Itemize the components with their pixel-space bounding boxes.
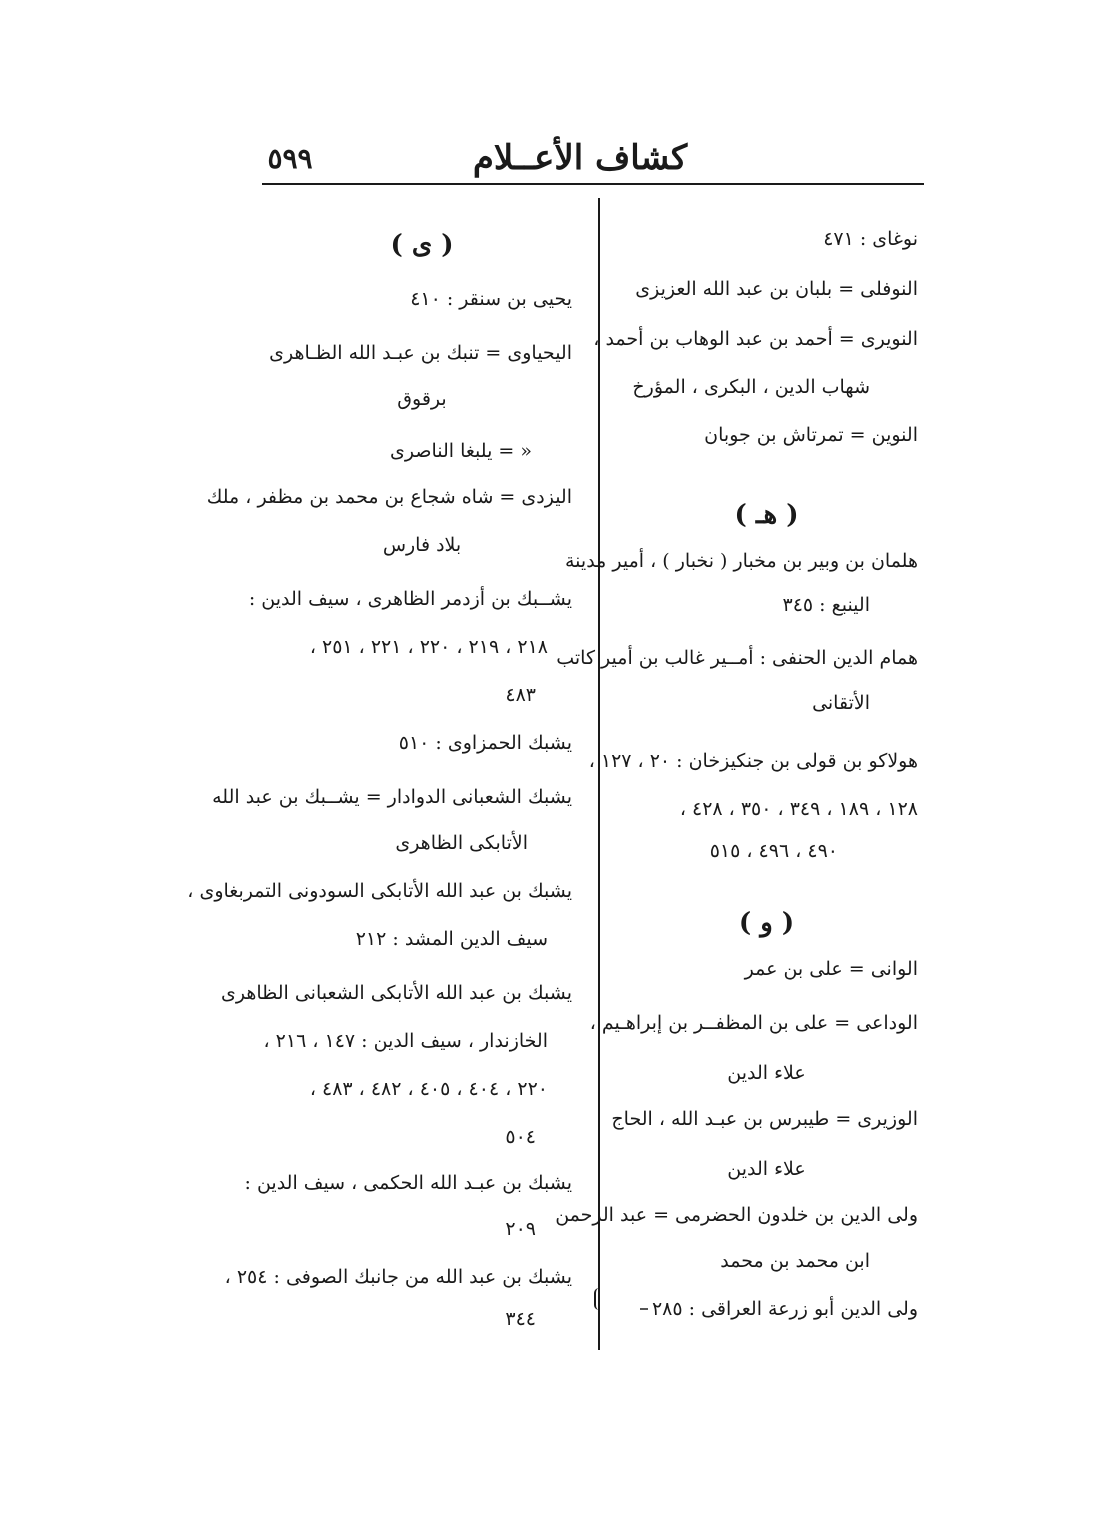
index-entry: نوغاى : ٤٧١ bbox=[823, 228, 918, 250]
index-entry: يشبك الشعبانى الدوادار = يشــبك بن عبد الله bbox=[212, 786, 572, 808]
index-entry: يشبك الحمزاوى : ٥١٠ bbox=[398, 732, 572, 754]
index-entry: الوانى = على بن عمر bbox=[744, 958, 918, 980]
index-entry: النويرى = أحمد بن عبد الوهاب بن أحمد ، bbox=[593, 328, 918, 350]
index-entry-continuation: ١٢٨ ، ١٨٩ ، ٣٤٩ ، ٣٥٠ ، ٤٢٨ ، bbox=[679, 798, 918, 820]
index-entry: يشبك بن عبد الله من جانبك الصوفى : ٢٥٤ ، bbox=[224, 1266, 572, 1288]
index-entry-continuation: ٢١٨ ، ٢١٩ ، ٢٢٠ ، ٢٢١ ، ٢٥١ ، bbox=[309, 636, 548, 658]
index-entry-continuation: الأتقانى bbox=[812, 692, 870, 714]
index-entry-continuation: علاء الدين bbox=[727, 1158, 806, 1180]
index-entry-continuation: ٤٨٣ bbox=[505, 684, 536, 706]
index-entry: يشــبك بن أزدمر الظاهرى ، سيف الدين : bbox=[248, 588, 572, 610]
index-entry-continuation: شهاب الدين ، البكرى ، المؤرخ bbox=[632, 376, 870, 398]
index-entry-continuation: ابن محمد بن محمد bbox=[720, 1250, 870, 1272]
section-heading-waw: ( و ) bbox=[738, 908, 795, 938]
index-entry-continuation: سيف الدين المشد : ٢١٢ bbox=[355, 928, 548, 950]
index-entry-continuation: بلاد فارس bbox=[382, 534, 462, 556]
section-heading-ya: ( ى ) bbox=[390, 230, 454, 260]
index-entry-continuation: الينبع : ٣٤٥ bbox=[782, 594, 870, 616]
index-column-left bbox=[187, 0, 572, 1530]
index-entry: النوفلى = بلبان بن عبد الله العزيزى bbox=[635, 278, 918, 300]
index-entry-continuation: برقوق bbox=[397, 388, 447, 410]
stray-mark bbox=[640, 1308, 648, 1310]
index-entry: الوزيرى = طيبرس بن عبـد الله ، الحاج bbox=[611, 1108, 918, 1130]
index-entry: الوداعى = على بن المظفــر بن إبراهـيم ، bbox=[589, 1012, 918, 1034]
index-entry: يشبك بن عبد الله الأتابكى السودونى التمربغاوى ، bbox=[187, 880, 572, 902]
index-entry-continuation: ٢٠٩ bbox=[505, 1218, 536, 1240]
index-entry-continuation: الأتابكى الظاهرى bbox=[395, 832, 528, 854]
index-entry-continuation: ٥٠٤ bbox=[505, 1126, 536, 1148]
index-entry: يشبك بن عبد الله الأتابكى الشعبانى الظاهرى bbox=[220, 982, 572, 1004]
index-entry: ولى الدين بن خلدون الحضرمى = عبد الرحمن bbox=[555, 1204, 918, 1226]
running-title: كشاف الأعــلام bbox=[472, 138, 688, 178]
index-entry: النوين = تمرتاش بن جوبان bbox=[704, 424, 918, 446]
index-entry-continuation: ٢٢٠ ، ٤٠٤ ، ٤٠٥ ، ٤٨٢ ، ٤٨٣ ، bbox=[309, 1078, 548, 1100]
column-divider-mark bbox=[594, 1288, 604, 1310]
page-number: ٥٩٩ bbox=[267, 142, 313, 175]
index-entry: هلمان بن وبير بن مخبار ( نخبار ) ، أمير مدينة bbox=[565, 550, 918, 572]
column-divider bbox=[598, 198, 600, 1350]
index-entry: اليزدى = شاه شجاع بن محمد بن مظفر ، ملك bbox=[206, 486, 572, 508]
index-entry-continuation: الخازندار ، سيف الدين : ١٤٧ ، ٢١٦ ، bbox=[263, 1030, 548, 1052]
index-entry: اليحياوى = تنبك بن عبـد الله الظـاهرى bbox=[269, 342, 572, 364]
index-entry: هولاكو بن قولى بن جنكيزخان : ٢٠ ، ١٢٧ ، bbox=[588, 750, 918, 772]
index-entry: ولى الدين أبو زرعة العراقى : ٢٨٥ bbox=[651, 1298, 918, 1320]
index-entry: همام الدين الحنفى : أمــير غالب بن أمير كاتب bbox=[556, 647, 918, 669]
index-entry: يشبك بن عبـد الله الحكمى ، سيف الدين : bbox=[244, 1172, 572, 1194]
section-heading-ha: ( هـ ) bbox=[734, 500, 799, 530]
index-entry-continuation: ٣٤٤ bbox=[505, 1308, 536, 1330]
index-entry-continuation: علاء الدين bbox=[727, 1062, 806, 1084]
index-entry: « = يلبغا الناصرى bbox=[389, 440, 532, 462]
index-entry: يحيى بن سنقر : ٤١٠ bbox=[410, 288, 572, 310]
index-entry-continuation: ٤٩٠ ، ٤٩٦ ، ٥١٥ bbox=[709, 840, 838, 862]
